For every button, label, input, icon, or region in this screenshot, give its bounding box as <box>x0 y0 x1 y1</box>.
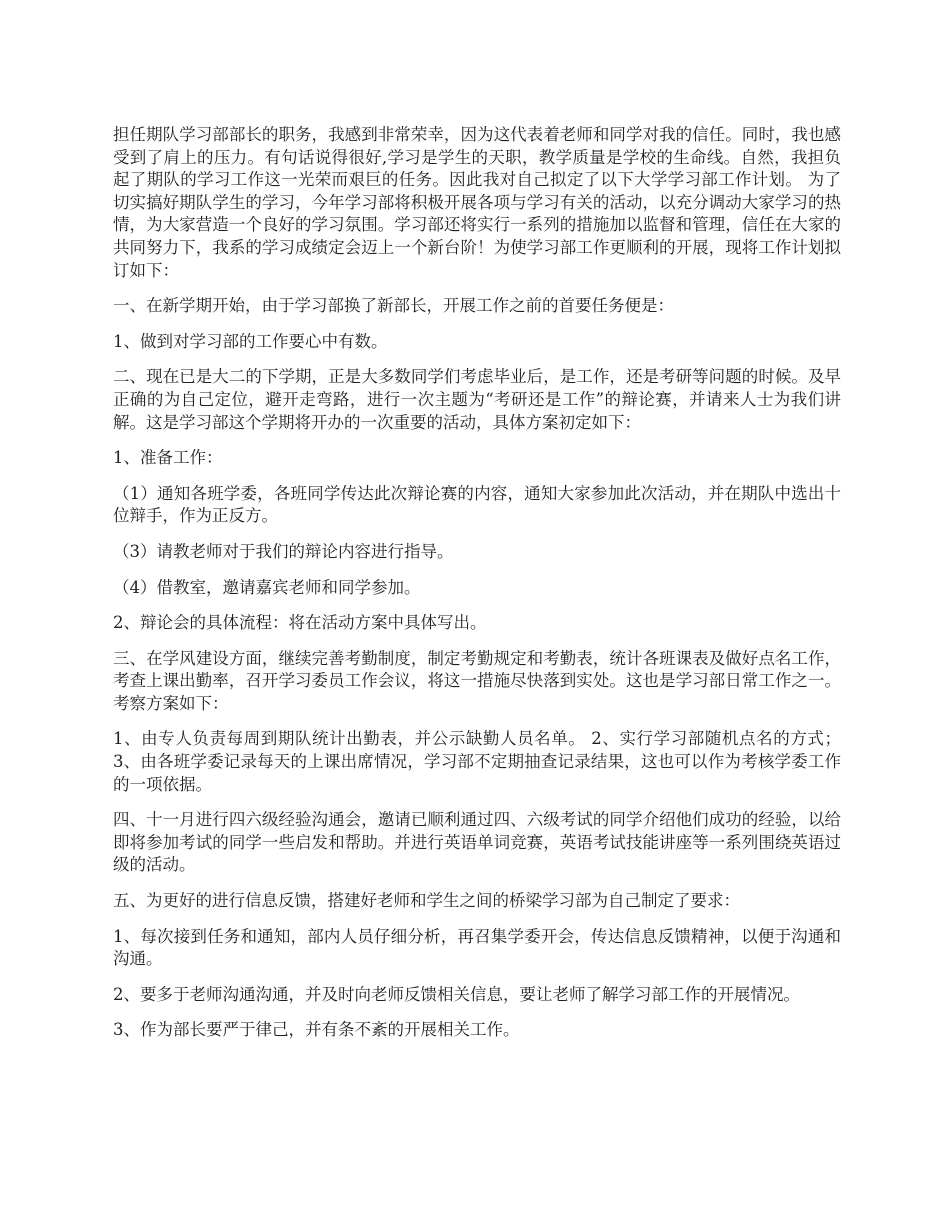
paragraph-section-2-subitem-3: （3）请教老师对于我们的辩论内容进行指导。 <box>113 541 454 561</box>
paragraph-section-5-item-3: 3、作为部长要严于律己，并有条不紊的开展相关工作。 <box>113 1020 520 1040</box>
paragraph-section-3: 三、在学风建设方面，继续完善考勤制度，制定考勤规定和考勤表，统计各班课表及做好点名工作，考查上课出勤率，召开学习委员工作会议，将这一措施尽快落到实处。这也是学习部日常工作之一。考察方案如下： <box>113 648 841 713</box>
paragraph-intro: 担任期队学习部部长的职务，我感到非常荣幸，因为这代表着老师和同学对我的信任。同时，我也感受到了肩上的压力。有句话说得很好,学习是学生的天职，教学质量是学校的生命线。自然，我担负起了期队的学习工作这一光荣而艰巨的任务。因此我对自己拟定了以下大学学习部工作计划。 为了切实搞好期队学生的学习，今年学习部将积极开展各项与学习有关的活动，以充分调动大家学习的热情，为大家营造一个良好的学习氛围。学习部还将实行一系列的措施加以监督和管理，信任在大家的共同努力下，我系的学习成绩定会迈上一个新台阶！为使学习部工作更顺利的开展，现将工作计划拟订如下： <box>113 125 841 280</box>
paragraph-section-3-items: 1、由专人负责每周到期队统计出勤表，并公示缺勤人员名单。 2、实行学习部随机点名的方式； 3、由各班学委记录每天的上课出席情况，学习部不定期抽查记录结果，这也可以作为考核学委工作的一项依据。 <box>113 729 841 794</box>
paragraph-section-5-item-2: 2、要多于老师沟通沟通，并及时向老师反馈相关信息，要让老师了解学习部工作的开展情况。 <box>113 984 800 1004</box>
paragraph-section-1: 一、在新学期开始，由于学习部换了新部长，开展工作之前的首要任务便是： <box>113 296 674 316</box>
paragraph-section-4: 四、十一月进行四六级经验沟通会，邀请已顺利通过四、六级考试的同学介绍他们成功的经验，以给即将参加考试的同学一些启发和帮助。并进行英语单词竞赛，英语考试技能讲座等一系列围绕英语过级的活动。 <box>113 810 841 875</box>
paragraph-section-1-item-1: 1、做到对学习部的工作要心中有数。 <box>113 331 388 351</box>
paragraph-section-2-subitem-1: （1）通知各班学委，各班同学传达此次辩论赛的内容，通知大家参加此次活动，并在期队中选出十位辩手，作为正反方。 <box>113 483 841 526</box>
paragraph-section-5: 五、为更好的进行信息反馈，搭建好老师和学生之间的桥梁学习部为自己制定了要求： <box>113 891 740 911</box>
paragraph-section-5-item-1: 1、每次接到任务和通知，部内人员仔细分析，再召集学委开会，传达信息反馈精神，以便于沟通和沟通。 <box>113 926 841 969</box>
paragraph-section-2: 二、现在已是大二的下学期，正是大多数同学们考虑毕业后，是工作，还是考研等问题的时候。及早正确的为自己定位，避开走弯路，进行一次主题为“考研还是工作”的辩论赛，并请来人士为我们讲解。这是学习部这个学期将开办的一次重要的活动，具体方案初定如下： <box>113 367 841 432</box>
paragraph-section-2-subitem-4: （4）借教室，邀请嘉宾老师和同学参加。 <box>113 577 421 597</box>
document-body <box>113 124 841 1055</box>
paragraph-section-2-item-2: 2、辩论会的具体流程：将在活动方案中具体写出。 <box>113 613 487 633</box>
paragraph-section-2-item-1: 1、准备工作： <box>113 448 223 468</box>
